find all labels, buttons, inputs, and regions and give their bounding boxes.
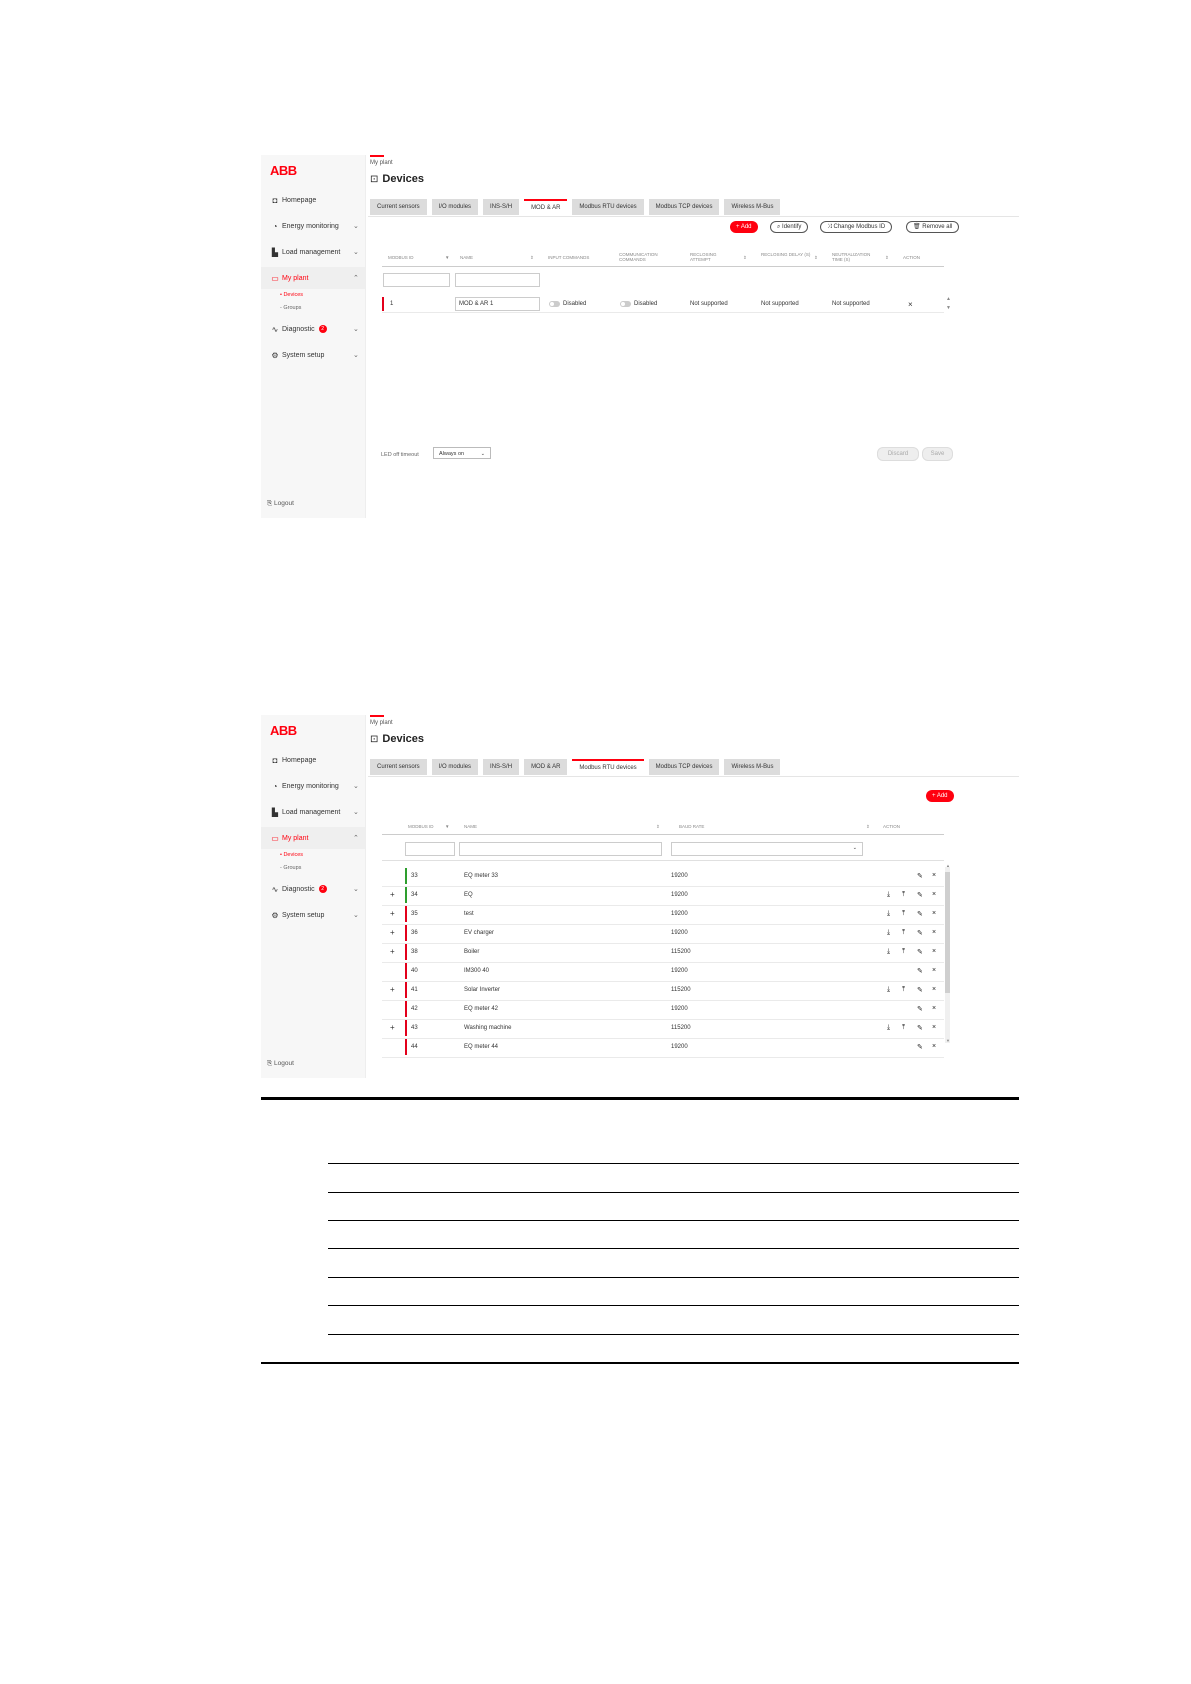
page-title — [370, 173, 424, 185]
delete-icon[interactable]: × — [932, 967, 937, 974]
edit-icon[interactable]: ✎ — [917, 911, 923, 918]
add-button[interactable]: + Add — [926, 790, 954, 802]
column-header-action: ACTION — [883, 824, 901, 829]
chevron-down-icon: ⌄ — [353, 249, 359, 256]
discard-button[interactable]: Discard — [877, 447, 919, 461]
tab-modbus-tcp[interactable]: Modbus TCP devices — [649, 199, 720, 215]
scroll-down-icon[interactable]: ▼ — [946, 305, 951, 311]
shuffle-icon: ⤨ — [827, 224, 832, 230]
delete-icon[interactable]: × — [932, 948, 937, 955]
tab-io-modules[interactable]: I/O modules — [432, 759, 478, 775]
tab-ins-sh[interactable]: INS-S/H — [483, 759, 519, 775]
sidebar-item-label: System setup — [282, 911, 325, 919]
change-modbus-id-label: Change Modbus ID — [833, 224, 886, 230]
sidebar-item-label: Homepage — [282, 756, 317, 764]
row-baud-rate: 19200 — [671, 1044, 688, 1050]
edit-icon[interactable]: ✎ — [917, 987, 923, 994]
pulse-icon: ∿ — [271, 324, 279, 334]
row-status-bar — [405, 887, 407, 903]
diagnostic-badge: 2 — [319, 325, 327, 333]
header-divider — [382, 834, 944, 835]
reclosing-attempt-value: Not supported — [690, 301, 728, 307]
delete-icon[interactable]: × — [932, 1024, 937, 1031]
upload-icon[interactable]: ⤒ — [902, 948, 906, 955]
sidebar-item-my-plant[interactable] — [261, 267, 365, 289]
sort-icon[interactable]: ⇕ — [656, 824, 660, 829]
row-divider — [382, 1038, 944, 1039]
row-name: EQ — [464, 892, 473, 898]
row-modbus-id: 33 — [411, 873, 418, 879]
row-modbus-id: 38 — [411, 949, 418, 955]
row-modbus-id: 44 — [411, 1044, 418, 1050]
row-baud-rate: 115200 — [671, 1025, 691, 1031]
change-modbus-id-button[interactable] — [820, 221, 892, 233]
row-modbus-id: 43 — [411, 1025, 418, 1031]
input-commands-toggle[interactable] — [549, 301, 560, 307]
row-modbus-id: 35 — [411, 911, 418, 917]
tab-wireless-mbus[interactable]: Wireless M-Bus — [724, 759, 780, 775]
home-icon: ◘ — [272, 755, 278, 765]
sidebar-item-my-plant[interactable] — [261, 827, 365, 849]
row-divider — [382, 1000, 944, 1001]
filter-name-input[interactable] — [455, 273, 540, 287]
row-name: Solar Inverter — [464, 987, 501, 993]
energy-icon: ◔ — [272, 781, 278, 791]
sidebar-item-label-wrap — [282, 325, 327, 333]
led-off-timeout-value: Always on — [439, 451, 465, 457]
sidebar-item-energy-monitoring[interactable] — [261, 775, 365, 797]
delete-icon[interactable]: × — [932, 1005, 937, 1012]
row-baud-rate: 19200 — [671, 911, 688, 917]
filter-modbus-id-input[interactable] — [383, 273, 450, 287]
row-name: test — [464, 911, 474, 917]
sidebar-item-load-management[interactable] — [261, 241, 365, 263]
delete-icon[interactable]: × — [932, 872, 937, 879]
row-modbus-id: 34 — [411, 892, 418, 898]
expand-row-icon[interactable]: + — [390, 1023, 395, 1032]
upload-icon[interactable]: ⤒ — [902, 910, 906, 917]
communication-commands-toggle[interactable] — [620, 301, 631, 307]
expand-row-icon[interactable]: + — [390, 909, 395, 918]
tab-bar — [370, 199, 780, 217]
bar-chart-icon: ▙ — [271, 247, 279, 257]
delete-row-icon[interactable]: × — [908, 300, 913, 309]
row-status-bar — [405, 963, 407, 979]
sidebar-subitem-devices[interactable]: • Devices — [280, 292, 304, 298]
led-off-timeout-select[interactable] — [433, 447, 491, 459]
table-row-rule — [328, 1220, 1019, 1221]
row-modbus-id: 1 — [390, 301, 394, 307]
devices-icon: ⊡ — [370, 174, 379, 185]
sort-icon[interactable]: ⇕ — [530, 255, 534, 260]
sidebar-item-system-setup[interactable] — [261, 344, 365, 366]
expand-row-icon[interactable]: + — [390, 985, 395, 994]
upload-icon[interactable]: ⤒ — [902, 1024, 906, 1031]
tab-current-sensors[interactable]: Current sensors — [370, 759, 427, 775]
search-icon: ⌕ — [777, 224, 781, 230]
filter-divider — [382, 860, 944, 861]
table-row-rule — [328, 1277, 1019, 1278]
sidebar-item-label: Homepage — [282, 196, 317, 204]
row-status-bar — [405, 1001, 407, 1017]
delete-icon[interactable]: × — [932, 929, 937, 936]
column-header-name[interactable]: NAME — [460, 255, 474, 260]
row-divider — [382, 1019, 944, 1020]
logout-icon: ⎘ — [267, 500, 273, 507]
sidebar-item-label: Energy monitoring — [282, 782, 339, 790]
table-top-rule — [261, 1097, 1019, 1100]
chevron-down-icon: ⌄ — [353, 886, 359, 893]
scroll-down-icon[interactable]: ▼ — [946, 1038, 950, 1043]
header-divider — [382, 266, 944, 267]
trash-icon: 🗑 — [913, 224, 921, 230]
row-baud-rate: 19200 — [671, 930, 688, 936]
sidebar-item-load-management[interactable] — [261, 801, 365, 823]
sidebar-item-homepage[interactable] — [261, 749, 365, 771]
column-header-input-commands: INPUT COMMANDS — [548, 255, 590, 260]
row-divider — [382, 886, 944, 887]
row-status-bar — [382, 297, 384, 311]
sort-icon[interactable]: ⇕ — [814, 255, 818, 260]
filter-name-input[interactable] — [459, 842, 662, 856]
delete-icon[interactable]: × — [932, 986, 937, 993]
edit-icon[interactable]: ✎ — [917, 1025, 923, 1032]
sidebar — [261, 155, 366, 518]
chevron-down-icon: ⌄ — [353, 352, 359, 359]
chevron-up-icon: ⌃ — [353, 275, 359, 282]
led-off-timeout-label: LED off timeout — [381, 452, 419, 458]
tab-mod-ar[interactable]: MOD & AR — [524, 759, 567, 775]
tab-underline — [368, 776, 1019, 777]
row-baud-rate: 19200 — [671, 873, 688, 879]
edit-icon[interactable]: ✎ — [917, 873, 923, 880]
screenshot-modbus-rtu — [261, 715, 1019, 1078]
chevron-down-icon: ⌄ — [480, 451, 485, 457]
sidebar-item-label-wrap — [282, 885, 327, 893]
breadcrumb-accent — [370, 715, 384, 717]
sort-desc-icon[interactable]: ▼ — [445, 824, 450, 829]
home-icon: ◘ — [272, 195, 278, 205]
row-modbus-id: 42 — [411, 1006, 418, 1012]
sort-desc-icon[interactable]: ▼ — [445, 255, 450, 260]
tab-modbus-rtu[interactable]: Modbus RTU devices — [572, 759, 643, 777]
page-title-text: Devices — [382, 733, 424, 745]
column-header-communication-commands: COMMUNICATION COMMANDS — [619, 252, 658, 262]
table-row-rule — [328, 1334, 1019, 1335]
column-header-modbus-id[interactable]: MODBUS ID — [388, 255, 414, 260]
tab-wireless-mbus[interactable]: Wireless M-Bus — [724, 199, 780, 215]
chevron-down-icon: ⌄ — [353, 783, 359, 790]
upload-icon[interactable]: ⤒ — [902, 986, 906, 993]
screenshot-mod-ar — [261, 155, 1019, 518]
sidebar-item-diagnostic[interactable] — [261, 878, 365, 900]
row-status-bar — [405, 925, 407, 941]
edit-icon[interactable]: ✎ — [917, 1006, 923, 1013]
column-header-baud-rate[interactable]: BAUD RATE — [679, 824, 705, 829]
wrench-icon: ⚙ — [271, 910, 279, 920]
table-row-rule — [328, 1305, 1019, 1306]
scroll-up-icon[interactable]: ▲ — [946, 863, 950, 868]
logout-link[interactable] — [267, 1060, 294, 1068]
main-content — [368, 155, 1019, 518]
row-divider — [382, 312, 944, 313]
devices-icon: ⊡ — [370, 734, 379, 745]
breadcrumb-accent — [370, 155, 384, 157]
sidebar-item-label: Energy monitoring — [282, 222, 339, 230]
remove-all-button[interactable] — [906, 221, 959, 233]
download-icon[interactable]: ⤓ — [887, 910, 891, 917]
row-name: EQ meter 42 — [464, 1006, 499, 1012]
tab-mod-ar[interactable]: MOD & AR — [524, 199, 567, 217]
sidebar-item-label: System setup — [282, 351, 325, 359]
table-row-rule — [328, 1248, 1019, 1249]
download-icon[interactable]: ⤓ — [887, 948, 891, 955]
tab-underline — [368, 216, 1019, 217]
row-divider — [382, 981, 944, 982]
sidebar-item-system-setup[interactable] — [261, 904, 365, 926]
page-title-text: Devices — [382, 173, 424, 185]
expand-row-icon[interactable]: + — [390, 890, 395, 899]
bar-chart-icon: ▙ — [271, 807, 279, 817]
energy-icon: ◔ — [272, 221, 278, 231]
sort-icon[interactable]: ⇕ — [885, 255, 889, 260]
expand-row-icon[interactable]: + — [390, 928, 395, 937]
delete-icon[interactable]: × — [932, 1043, 937, 1050]
identify-label: Identify — [782, 224, 802, 230]
row-baud-rate: 19200 — [671, 892, 688, 898]
edit-icon[interactable]: ✎ — [917, 892, 923, 899]
row-modbus-id: 36 — [411, 930, 418, 936]
row-baud-rate: 19200 — [671, 1006, 688, 1012]
expand-row-icon[interactable]: + — [390, 947, 395, 956]
row-status-bar — [405, 982, 407, 998]
chevron-down-icon: ⌄ — [353, 809, 359, 816]
sidebar-item-label: Diagnostic — [282, 885, 315, 893]
row-status-bar — [405, 944, 407, 960]
row-name: Boiler — [464, 949, 480, 955]
sidebar-item-label: Diagnostic — [282, 325, 315, 333]
sort-icon[interactable]: ⇕ — [866, 824, 870, 829]
sidebar-item-label: My plant — [282, 834, 309, 842]
table-row-rule — [328, 1192, 1019, 1193]
tab-modbus-rtu[interactable]: Modbus RTU devices — [572, 199, 643, 215]
row-divider — [382, 1057, 944, 1058]
communication-commands-state: Disabled — [634, 301, 658, 307]
remove-all-label: Remove all — [922, 224, 953, 230]
sidebar-item-label: Load management — [282, 248, 341, 256]
row-status-bar — [405, 868, 407, 884]
row-divider — [382, 943, 944, 944]
input-commands-state: Disabled — [563, 301, 587, 307]
row-name: EV charger — [464, 930, 495, 936]
row-name: EQ meter 33 — [464, 873, 499, 879]
diagnostic-badge: 2 — [319, 885, 327, 893]
tab-current-sensors[interactable]: Current sensors — [370, 199, 427, 215]
tab-io-modules[interactable]: I/O modules — [432, 199, 478, 215]
chevron-down-icon: ⌄ — [353, 223, 359, 230]
column-header-name[interactable]: NAME — [464, 824, 478, 829]
add-button[interactable]: + Add — [730, 221, 758, 233]
delete-icon[interactable]: × — [932, 910, 937, 917]
wrench-icon: ⚙ — [271, 350, 279, 360]
filter-modbus-id-input[interactable] — [405, 842, 455, 856]
sidebar-subitem-devices[interactable]: • Devices — [280, 852, 304, 858]
sidebar — [261, 715, 366, 1078]
upload-icon[interactable]: ⤒ — [902, 929, 906, 936]
filter-baud-rate-select[interactable] — [671, 842, 863, 856]
chevron-up-icon: ⌃ — [353, 835, 359, 842]
abb-logo: ABB — [270, 723, 297, 738]
edit-icon[interactable]: ✎ — [917, 1044, 923, 1051]
row-divider — [382, 962, 944, 963]
download-icon[interactable]: ⤓ — [887, 986, 891, 993]
column-header-reclosing-delay[interactable]: RECLOSING DELAY (S) — [761, 252, 811, 257]
download-icon[interactable]: ⤓ — [887, 1024, 891, 1031]
edit-icon[interactable]: ✎ — [917, 968, 923, 975]
scroll-up-icon[interactable]: ▲ — [946, 296, 951, 302]
abb-logo: ABB — [270, 163, 297, 178]
tab-ins-sh[interactable]: INS-S/H — [483, 199, 519, 215]
sort-icon[interactable]: ⇕ — [743, 255, 747, 260]
upload-icon[interactable]: ⤒ — [902, 891, 906, 898]
edit-icon[interactable]: ✎ — [917, 949, 923, 956]
tab-modbus-tcp[interactable]: Modbus TCP devices — [649, 759, 720, 775]
chevron-down-icon: ⌄ — [852, 845, 857, 851]
identify-button[interactable] — [770, 221, 808, 233]
pulse-icon: ∿ — [271, 884, 279, 894]
logout-link[interactable] — [267, 500, 294, 508]
table-row-rule — [328, 1163, 1019, 1164]
row-name: Washing machine — [464, 1025, 512, 1031]
reclosing-delay-value: Not supported — [761, 301, 799, 307]
row-name: MOD & AR 1 — [459, 301, 494, 307]
row-divider — [382, 905, 944, 906]
plant-icon: ▭ — [271, 273, 279, 283]
tab-bar — [370, 759, 780, 777]
plant-icon: ▭ — [271, 833, 279, 843]
chevron-down-icon: ⌄ — [353, 326, 359, 333]
delete-icon[interactable]: × — [932, 891, 937, 898]
sidebar-item-energy-monitoring[interactable] — [261, 215, 365, 237]
page-title — [370, 733, 424, 745]
row-status-bar — [405, 906, 407, 922]
breadcrumb[interactable]: My plant — [370, 160, 393, 166]
sidebar-subitem-groups[interactable]: - Groups — [280, 865, 302, 871]
row-baud-rate: 115200 — [671, 987, 691, 993]
column-header-reclosing-attempt[interactable]: RECLOSING ATTEMPT — [690, 252, 717, 262]
row-status-bar — [405, 1039, 407, 1055]
logout-icon: ⎘ — [267, 1060, 273, 1067]
row-status-bar — [405, 1020, 407, 1036]
row-modbus-id: 41 — [411, 987, 418, 993]
logout-label: Logout — [274, 1060, 294, 1067]
chevron-down-icon: ⌄ — [353, 912, 359, 919]
row-modbus-id: 40 — [411, 968, 418, 974]
download-icon[interactable]: ⤓ — [887, 929, 891, 936]
download-icon[interactable]: ⤓ — [887, 891, 891, 898]
edit-icon[interactable]: ✎ — [917, 930, 923, 937]
save-button[interactable]: Save — [922, 447, 953, 461]
breadcrumb[interactable]: My plant — [370, 720, 393, 726]
table-bottom-rule — [261, 1362, 1019, 1364]
main-content — [368, 715, 1019, 1078]
sidebar-item-diagnostic[interactable] — [261, 318, 365, 340]
column-header-action: ACTION — [903, 255, 921, 260]
row-divider — [382, 924, 944, 925]
sidebar-item-homepage[interactable] — [261, 189, 365, 211]
sidebar-subitem-groups[interactable]: - Groups — [280, 305, 302, 311]
column-header-neutralization-time[interactable]: NEUTRALIZATION TIME (S) — [832, 252, 871, 262]
column-header-modbus-id[interactable]: MODBUS ID — [408, 824, 434, 829]
row-name: EQ meter 44 — [464, 1044, 499, 1050]
sidebar-item-label: Load management — [282, 808, 341, 816]
row-name: IM300 40 — [464, 968, 490, 974]
scrollbar-thumb[interactable] — [945, 872, 950, 993]
neutralization-time-value: Not supported — [832, 301, 870, 307]
sidebar-item-label: My plant — [282, 274, 309, 282]
row-baud-rate: 19200 — [671, 968, 688, 974]
logout-label: Logout — [274, 500, 294, 507]
row-baud-rate: 115200 — [671, 949, 691, 955]
